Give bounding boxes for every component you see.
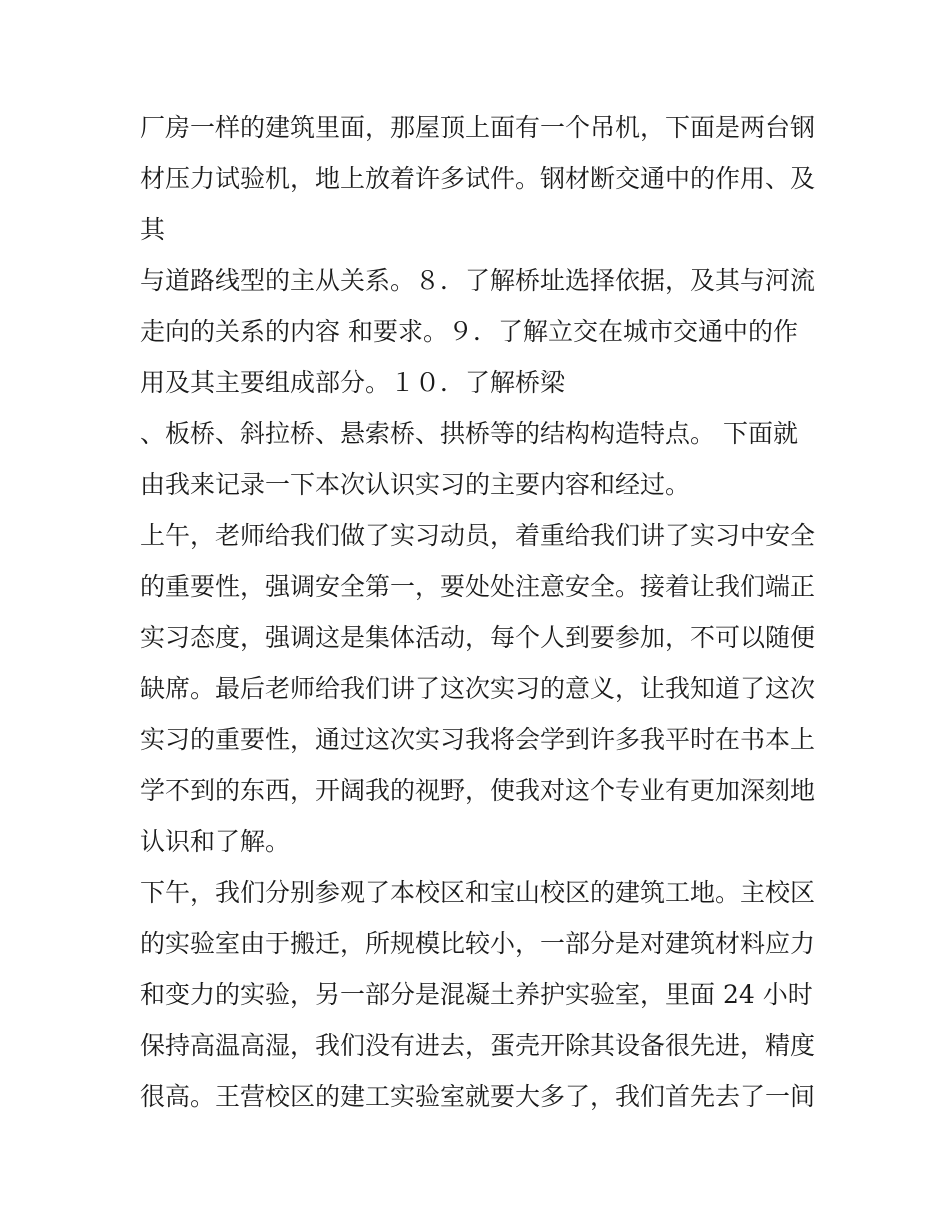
text-line: 实习态度，强调这是集体活动，每个人到要参加，不可以随便 xyxy=(140,623,816,652)
text-line: 材压力试验机，地上放着许多试件。钢材断交通中的作用、及 xyxy=(140,164,816,193)
text-line: 缺席。最后老师给我们讲了这次实习的意义，让我知道了这次 xyxy=(140,674,816,703)
text-line: 下午，我们分别参观了本校区和宝山校区的建筑工地。主校区 xyxy=(140,878,816,907)
text-line: 实习的重要性，通过这次实习我将会学到许多我平时在书本上 xyxy=(140,725,816,754)
text-line: 认识和了解。 xyxy=(140,827,291,856)
text-line: 的重要性，强调安全第一，要处处注意安全。接着让我们端正 xyxy=(140,572,816,601)
text-line: 、板桥、斜拉桥、悬索桥、拱桥等的结构构造特点。 下面就 xyxy=(140,419,798,448)
text-line: 的实验室由于搬迁，所规模比较小，一部分是对建筑材料应力 xyxy=(140,929,816,958)
text-line: 保持高温高湿，我们没有进去，蛋壳开除其设备很先进，精度 xyxy=(140,1031,816,1060)
text-line: 其 xyxy=(140,215,166,244)
text-line: 学不到的东西，开阔我的视野，使我对这个专业有更加深刻地 xyxy=(140,776,816,805)
text-line: 走向的关系的内容 和要求。９．了解立交在城市交通中的作 xyxy=(140,317,798,346)
text-line: 与道路线型的主从关系。８．了解桥址选择依据，及其与河流 xyxy=(140,266,816,295)
text-line: 很高。王营校区的建工实验室就要大多了，我们首先去了一间 xyxy=(140,1082,816,1111)
text-line: 用及其主要组成部分。１０．了解桥梁 xyxy=(140,368,566,397)
text-line: 和变力的实验，另一部分是混凝土养护实验室，里面 24 小时 xyxy=(140,980,813,1009)
text-line: 上午，老师给我们做了实习动员，着重给我们讲了实习中安全 xyxy=(140,521,816,550)
text-line: 厂房一样的建筑里面，那屋顶上面有一个吊机，下面是两台钢 xyxy=(140,113,816,142)
document-body xyxy=(140,102,820,1122)
text-line: 由我来记录一下本次认识实习的主要内容和经过。 xyxy=(140,470,691,499)
